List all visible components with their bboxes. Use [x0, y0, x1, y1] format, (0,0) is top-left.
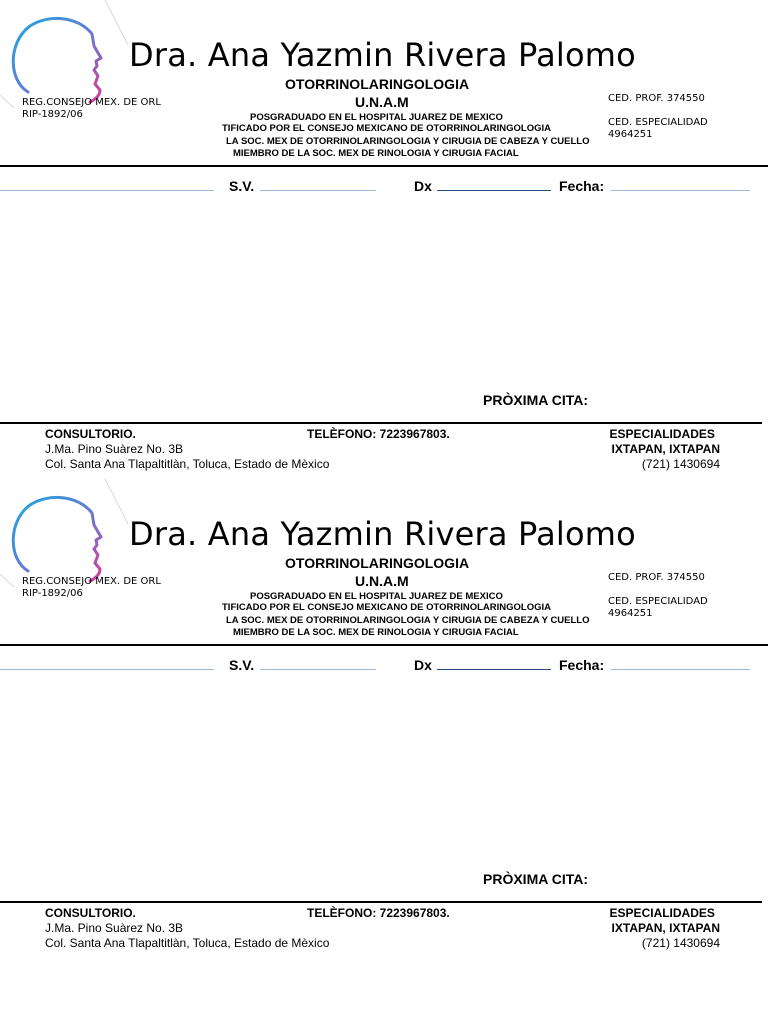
credential-line: POSGRADUADO EN EL HOSPITAL JUAREZ DE MEXICO [250, 112, 503, 123]
university: U.N.A.M [355, 573, 409, 589]
specialties-phone: (721) 1430694 [641, 936, 720, 950]
date-line[interactable] [611, 669, 750, 670]
next-appointment-label: PRÒXIMA CITA: [483, 871, 588, 887]
professional-license: CED. PROF. 374550 [608, 572, 705, 583]
doctor-name: Dra. Ana Yazmin Rivera Palomo [129, 36, 636, 74]
address-line: Col. Santa Ana Tlapaltitlàn, Toluca, Estado de Mèxico [45, 936, 330, 950]
registration-line: REG.CONSEJO MEX. DE ORL [22, 97, 161, 108]
office-address [45, 427, 329, 472]
head-profile-logo [0, 0, 140, 110]
credential-line: MIEMBRO DE LA SOC. MEX DE RINOLOGIA Y CIRUGIA FACIAL [233, 148, 519, 159]
registration-number: RIP-1892/06 [22, 109, 83, 120]
dx-label: Dx [414, 657, 432, 673]
specialty-title: OTORRINOLARINGOLOGIA [285, 76, 470, 92]
office-title: CONSULTORIO. [45, 906, 136, 920]
license-block [608, 93, 708, 141]
specialty-license-number: 4964251 [608, 608, 653, 619]
footer-divider [0, 901, 762, 903]
specialties-block [609, 906, 720, 951]
address-line: J.Ma. Pino Suàrez No. 3B [45, 442, 184, 456]
office-address [45, 906, 329, 951]
next-appointment-label: PRÒXIMA CITA: [483, 392, 588, 408]
specialty-license-number: 4964251 [608, 129, 653, 140]
specialties-title: ESPECIALIDADES [609, 906, 715, 920]
office-phone: TELÈFONO: 7223967803. [307, 427, 450, 441]
office-phone: TELÈFONO: 7223967803. [307, 906, 450, 920]
specialties-phone: (721) 1430694 [641, 457, 720, 471]
credential-line: TIFICADO POR EL CONSEJO MEXICANO DE OTORRINOLARINGOLOGIA [222, 123, 552, 134]
specialty-title: OTORRINOLARINGOLOGIA [285, 555, 470, 571]
dx-line[interactable] [437, 669, 551, 670]
registration-block [22, 576, 161, 600]
license-block [608, 572, 708, 620]
specialties-location: IXTAPAN, IXTAPAN [611, 921, 720, 935]
credential-line: MIEMBRO DE LA SOC. MEX DE RINOLOGIA Y CIRUGIA FACIAL [233, 627, 519, 638]
registration-block [22, 97, 161, 121]
sv-line[interactable] [260, 190, 376, 191]
prescription-copy-2 [0, 479, 768, 958]
head-profile-logo [0, 479, 140, 589]
address-line: Col. Santa Ana Tlapaltitlàn, Toluca, Estado de Mèxico [45, 457, 330, 471]
registration-line: REG.CONSEJO MEX. DE ORL [22, 576, 161, 587]
specialties-block [609, 427, 720, 472]
header-divider [0, 165, 768, 167]
university: U.N.A.M [355, 94, 409, 110]
doctor-name: Dra. Ana Yazmin Rivera Palomo [129, 515, 636, 553]
date-label: Fecha: [559, 657, 605, 673]
sv-label: S.V. [229, 657, 255, 673]
specialties-location: IXTAPAN, IXTAPAN [611, 442, 720, 456]
specialty-license-label: CED. ESPECIALIDAD [608, 596, 708, 607]
footer-divider [0, 422, 762, 424]
date-line[interactable] [611, 190, 750, 191]
dx-label: Dx [414, 178, 432, 194]
credential-line: TIFICADO POR EL CONSEJO MEXICANO DE OTORRINOLARINGOLOGIA [222, 602, 552, 613]
credential-line: LA SOC. MEX DE OTORRINOLARINGOLOGIA Y CIRUGIA DE CABEZA Y CUELLO [226, 136, 590, 147]
date-label: Fecha: [559, 178, 605, 194]
credential-line: LA SOC. MEX DE OTORRINOLARINGOLOGIA Y CIRUGIA DE CABEZA Y CUELLO [226, 615, 590, 626]
sv-label: S.V. [229, 178, 255, 194]
dx-line[interactable] [437, 190, 551, 191]
address-line: J.Ma. Pino Suàrez No. 3B [45, 921, 184, 935]
patient-name-line[interactable] [0, 669, 214, 670]
specialty-license-label: CED. ESPECIALIDAD [608, 117, 708, 128]
sv-line[interactable] [260, 669, 376, 670]
specialties-title: ESPECIALIDADES [609, 427, 715, 441]
credential-line: POSGRADUADO EN EL HOSPITAL JUAREZ DE MEXICO [250, 591, 503, 602]
registration-number: RIP-1892/06 [22, 588, 83, 599]
office-title: CONSULTORIO. [45, 427, 136, 441]
patient-name-line[interactable] [0, 190, 214, 191]
professional-license: CED. PROF. 374550 [608, 93, 705, 104]
header-divider [0, 644, 768, 646]
prescription-copy-1 [0, 0, 768, 479]
